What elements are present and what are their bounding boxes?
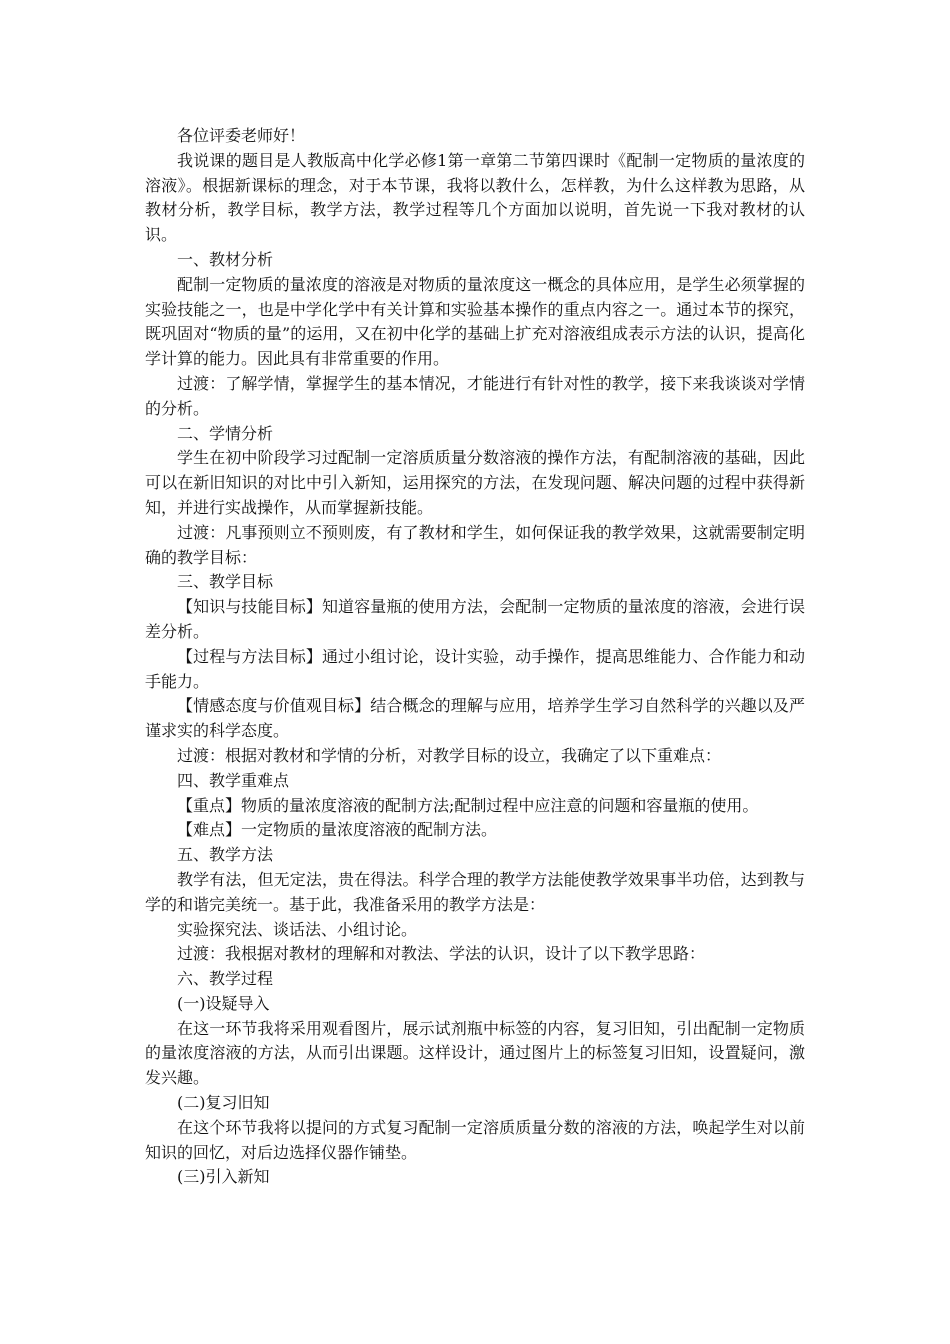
section-heading-textbook-analysis: 一、教材分析: [177, 249, 274, 269]
section-heading-student-analysis: 二、学情分析: [177, 423, 274, 443]
section-heading-teaching-process: 六、教学过程: [177, 969, 274, 989]
transition-paragraph: 过渡：了解学情，掌握学生的基本情况，才能进行有针对性的教学，接下来我谈谈对学情的分析。: [145, 373, 805, 418]
student-analysis-paragraph: 学生在初中阶段学习过配制一定溶质质量分数溶液的操作方法，有配制溶液的基础，因此可以在新旧知识的对比中引入新知，运用探究的方法，在发现问题、解决问题的过程中获得新知，并进行实战操作，从而掌握新技能。: [145, 448, 805, 517]
review-paragraph: 在这个环节我将以提问的方式复习配制一定溶质质量分数的溶液的方法，唤起学生对以前知识的回忆，对后边选择仪器作铺垫。: [145, 1117, 805, 1162]
teaching-methods-list: 实验探究法、谈话法、小组讨论。: [177, 919, 418, 939]
intro-paragraph: 我说课的题目是人教版高中化学必修1第一章第二节第四课时《配制一定物质的量浓度的溶液》。根据新课标的理念，对于本节课，我将以教什么，怎样教，为什么这样教为思路，从教材分析，教学目标，教学方法，教学过程等几个方面加以说明，首先说一下我对教材的认识。: [145, 150, 805, 245]
transition-paragraph: 过渡：我根据对教材的理解和对教法、学法的认识，设计了以下教学思路：: [177, 944, 706, 964]
subsection-heading-new-knowledge: (三)引入新知: [177, 1167, 270, 1187]
subsection-heading-review: (二)复习旧知: [177, 1093, 270, 1113]
difficult-point-paragraph: 【难点】一定物质的量浓度溶液的配制方法。: [177, 820, 498, 840]
greeting: 各位评委老师好！: [177, 126, 306, 145]
goal-knowledge-skills: 【知识与技能目标】知道容量瓶的使用方法，会配制一定物质的量浓度的溶液，会进行误差分析。: [145, 597, 805, 641]
transition-paragraph: 过渡：根据对教材和学情的分析，对教学目标的设立，我确定了以下重难点：: [177, 745, 722, 765]
subsection-heading-introduction: (一)设疑导入: [177, 993, 270, 1013]
introduction-paragraph: 在这一环节我将采用观看图片，展示试剂瓶中标签的内容，复习旧知，引出配制一定物质的量浓度溶液的方法，从而引出课题。这样设计，通过图片上的标签复习旧知，设置疑问，激发兴趣。: [145, 1018, 805, 1088]
goal-process-methods: 【过程与方法目标】通过小组讨论，设计实验，动手操作，提高思维能力、合作能力和动手能力。: [145, 646, 805, 691]
section-heading-teaching-methods: 五、教学方法: [177, 845, 274, 865]
teaching-methods-paragraph: 教学有法，但无定法，贵在得法。科学合理的教学方法能使教学效果事半功倍，达到教与学的和谐完美统一。基于此，我准备采用的教学方法是：: [145, 869, 805, 914]
key-point-paragraph: 【重点】物质的量浓度溶液的配制方法;配制过程中应注意的问题和容量瓶的使用。: [177, 795, 759, 815]
section-heading-key-points: 四、教学重难点: [177, 770, 290, 790]
document-body: [145, 124, 805, 1190]
textbook-analysis-paragraph: 配制一定物质的量浓度的溶液是对物质的量浓度这一概念的具体应用，是学生必须掌握的实验技能之一，也是中学化学中有关计算和实验基本操作的重点内容之一。通过本节的探究，既巩固对“物质的量”的运用，又在初中化学的基础上扩充对溶液组成表示方法的认识，提高化学计算的能力。因此具有非常重要的作用。: [145, 274, 805, 369]
goal-emotion-values: 【情感态度与价值观目标】结合概念的理解与应用，培养学生学习自然科学的兴趣以及严谨求实的科学态度。: [145, 696, 805, 741]
transition-paragraph: 过渡：凡事预则立不预则废，有了教材和学生，如何保证我的教学效果，这就需要制定明确的教学目标：: [145, 522, 805, 567]
section-heading-teaching-goals: 三、教学目标: [177, 572, 274, 592]
